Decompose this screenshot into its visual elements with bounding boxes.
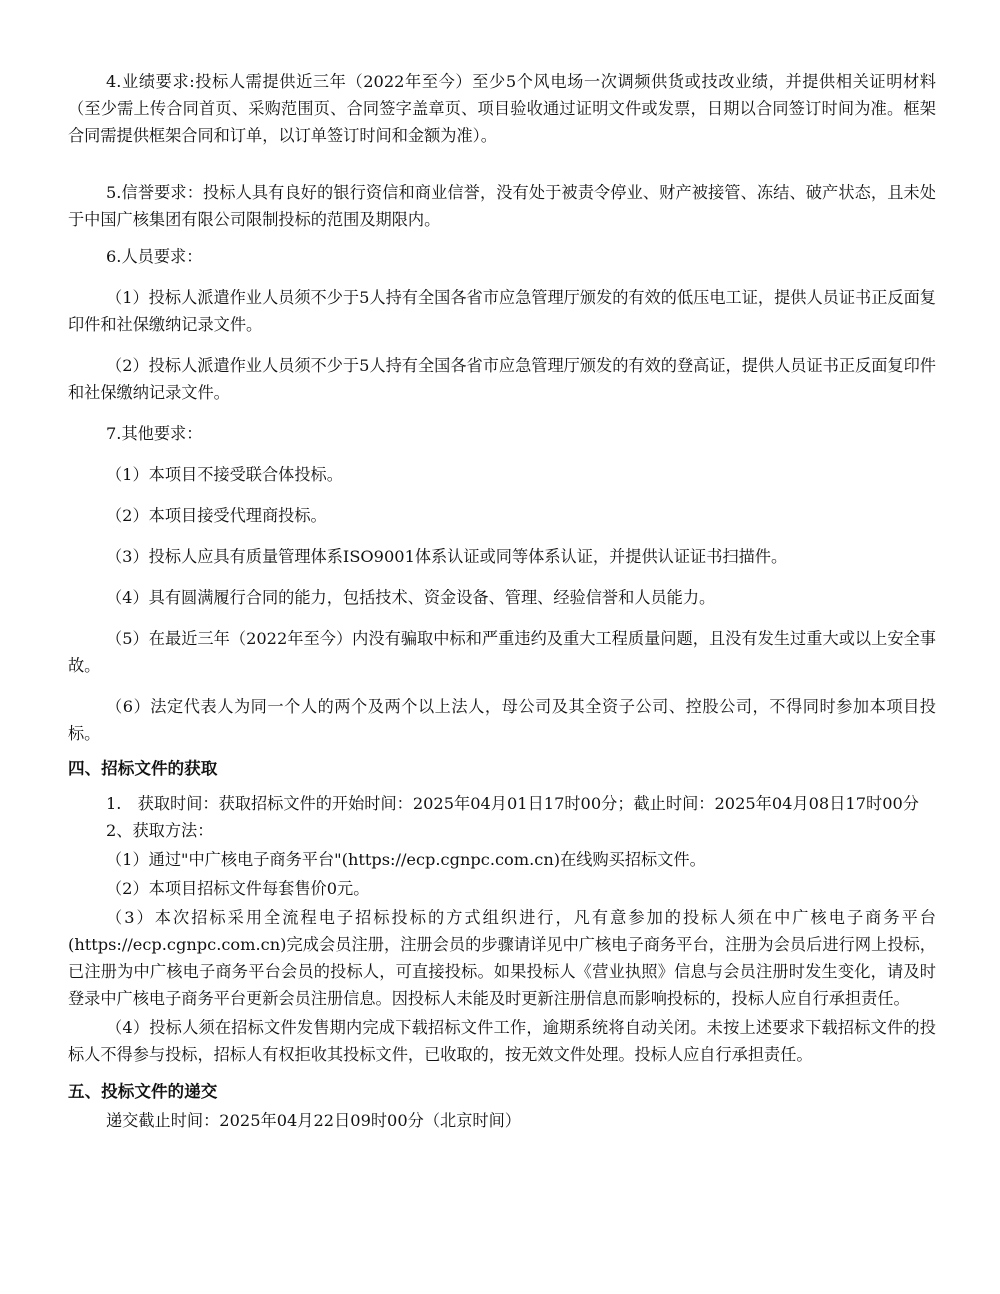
section-5-heading: 五、投标文件的递交: [68, 1082, 218, 1101]
other-item-3: （3）投标人应具有质量管理体系ISO9001体系认证或同等体系认证，并提供认证证书扫描件。: [106, 547, 788, 566]
other-item-1: （1）本项目不接受联合体投标。: [106, 465, 343, 484]
acquisition-item-4: （4）投标人须在招标文件发售期内完成下载招标文件工作，逾期系统将自动关闭。未按上述要求下载招标文件的投标人不得参与投标，招标人有权拒收其投标文件，已收取的，按无效文件处理。投标人应自行承担责任。: [68, 1018, 936, 1064]
performance-requirement: 4.业绩要求:投标人需提供近三年（2022年至今）至少5个风电场一次调频供货或技改业绩，并提供相关证明材料（至少需上传合同首页、采购范围页、合同签字盖章页、项目验收通过证明文件或发票，日期以合同签订时间为准。框架合同需提供框架合同和订单，以订单签订时间和金额为准）。: [68, 72, 936, 145]
other-item-4: （4）具有圆满履行合同的能力，包括技术、资金设备、管理、经验信誉和人员能力。: [106, 588, 716, 607]
acquisition-item-3: （3）本次招标采用全流程电子招标投标的方式组织进行，凡有意参加的投标人须在中广核电子商务平台(https://ecp.cgnpc.com.cn)完成会员注册，注册会员的步骤请详见中广核电子商务平台，注册为会员后进行网上投标，已注册为中广核电子商务平台会员的投标人，可直接投标。如果投标人《营业执照》信息与会员注册时发生变化，请及时登录中广核电子商务平台更新会员注册信息。因投标人未能及时更新注册信息而影响投标的，投标人应自行承担责任。: [68, 908, 936, 1008]
other-item-2: （2）本项目接受代理商投标。: [106, 506, 327, 525]
section-4-heading: 四、招标文件的获取: [68, 759, 218, 778]
acquisition-item-2: （2）本项目招标文件每套售价0元。: [106, 879, 370, 898]
personnel-item-2: （2）投标人派遣作业人员须不少于5人持有全国各省市应急管理厅颁发的有效的登高证，提供人员证书正反面复印件和社保缴纳记录文件。: [68, 356, 936, 402]
other-item-6: （6）法定代表人为同一个人的两个及两个以上法人，母公司及其全资子公司、控股公司，不得同时参加本项目投标。: [68, 697, 936, 743]
acquisition-method-title: 2、获取方法：: [106, 821, 214, 840]
acquisition-time: 1. 获取时间：获取招标文件的开始时间：2025年04月01日17时00分；截止时间：2025年04月08日17时00分: [106, 794, 919, 813]
personnel-item-1: （1）投标人派遣作业人员须不少于5人持有全国各省市应急管理厅颁发的有效的低压电工证，提供人员证书正反面复印件和社保缴纳记录文件。: [68, 288, 936, 334]
document-page: [68, 68, 936, 1134]
acquisition-item-1: （1）通过"中广核电子商务平台"(https://ecp.cgnpc.com.cn)在线购买招标文件。: [106, 850, 706, 869]
other-item-5: （5）在最近三年（2022年至今）内没有骗取中标和严重违约及重大工程质量问题，且没有发生过重大或以上安全事故。: [68, 629, 936, 675]
credit-requirement: 5.信誉要求：投标人具有良好的银行资信和商业信誉，没有处于被责令停业、财产被接管、冻结、破产状态，且未处于中国广核集团有限公司限制投标的范围及期限内。: [68, 183, 936, 229]
other-requirement-title: 7.其他要求：: [106, 424, 203, 443]
personnel-requirement-title: 6.人员要求：: [106, 247, 203, 266]
submission-deadline: 递交截止时间：2025年04月22日09时00分（北京时间）: [106, 1111, 521, 1130]
